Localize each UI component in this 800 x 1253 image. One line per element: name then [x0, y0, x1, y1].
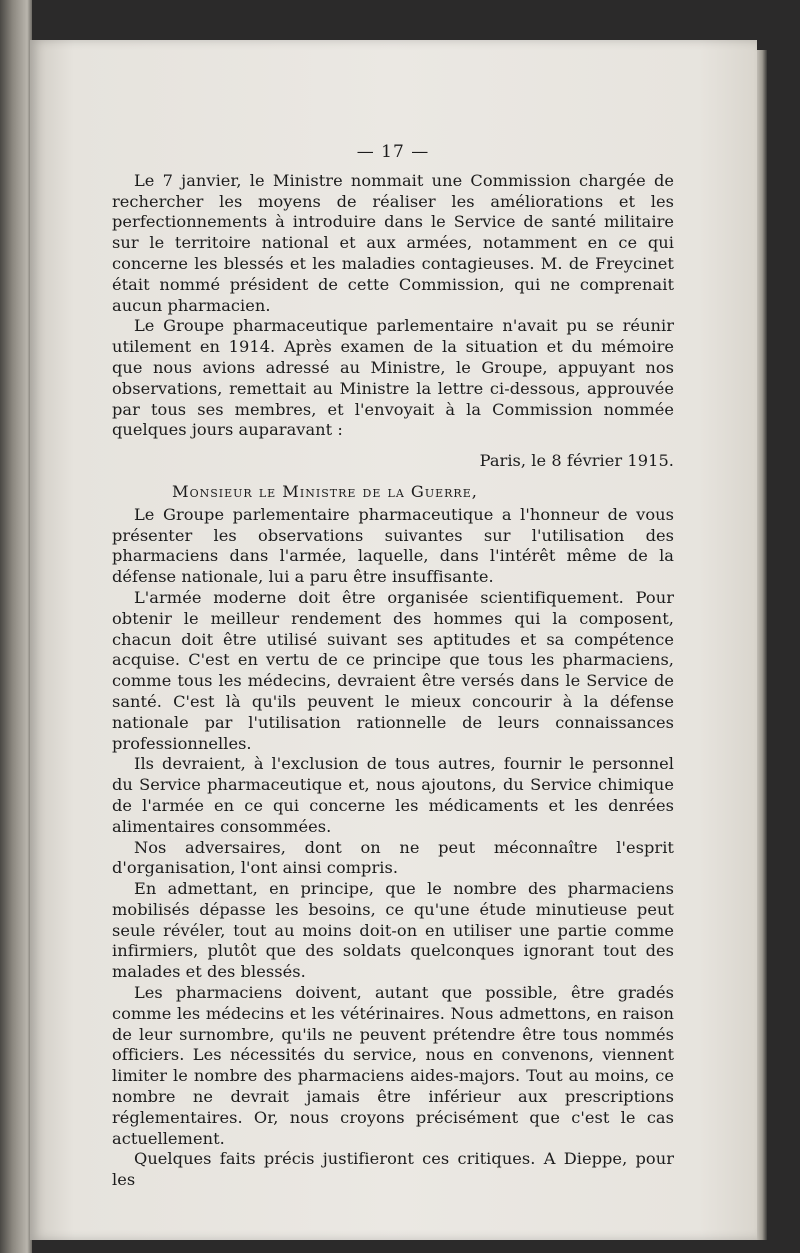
letter-paragraph-5: En admettant, en principe, que le nombre des pharmaciens mobilisés dépasse les besoins, ce qu'une étude minutieuse peut seule révéler, tout au moins doit-on en utiliser une partie comme infirmiers, plutôt que des soldats quelconques ignorant tout des malades et des blessés. — [112, 879, 674, 982]
page-text — [112, 142, 674, 1191]
letter-paragraph-4: Nos adversaires, dont on ne peut méconnaître l'esprit d'organisation, l'ont ainsi compris. — [112, 837, 674, 878]
letter-date: Paris, le 8 février 1915. — [479, 451, 674, 471]
letter-paragraph-1: Le Groupe parlementaire pharmaceutique a l'honneur de vous présenter les observations suivantes sur l'utilisation des pharmaciens dans l'armée, laquelle, dans l'intérêt même de la défense nationale, lui a paru être insuffisante. — [112, 504, 674, 587]
letter-paragraph-6: Les pharmaciens doivent, autant que possible, être gradés comme les médecins et les vétérinaires. Nous admettons, en raison de leur surnombre, qu'ils ne peuvent prétendre être tous nommés officiers. Les nécessités du service, nous en convenons, viennent limiter le nombre des pharmaciens aides-majors. Tout au moins, ce nombre ne devrait jamais être inférieur aux prescriptions réglementaires. Or, nous croyons précisément que c'est le cas actuellement. — [112, 983, 674, 1148]
letter-paragraph-3: Ils devraient, à l'exclusion de tous autres, fournir le personnel du Service pharmaceutique et, nous ajoutons, du Service chimique de l'armée en ce qui concerne les médicaments et les denrées alimentaires consommées. — [112, 754, 674, 836]
letter-paragraph-2: L'armée moderne doit être organisée scientifiquement. Pour obtenir le meilleur rendement des hommes qui la composent, chacun doit être utilisé suivant ses aptitudes et sa compétence acquise. C'est en vertu de ce principe que tous les pharmaciens, comme tous les médecins, devraient être versés dans le Service de santé. C'est là qu'ils peuvent le mieux concourir à la défense nationale par l'utilisation rationnelle de leurs connaissances professionnelles. — [112, 587, 674, 753]
letter-salutation: Monsieur le Ministre de la Guerre, — [172, 481, 478, 501]
facing-page-edge — [0, 0, 32, 1253]
letter-paragraph-7: Quelques faits précis justifieront ces critiques. A Dieppe, pour les — [112, 1149, 674, 1190]
paragraph-2: Le Groupe pharmaceutique parlementaire n'avait pu se réunir utilement en 1914. Après examen de la situation et du mémoire que nous avions adressé au Ministre, le Groupe, appuyant nos observations, remettait au Ministre la lettre ci-dessous, approuvée par tous ses membres, et l'envoyait à la Commission nommée quelques jours auparavant : — [112, 316, 674, 440]
page-number: — 17 — — [356, 142, 430, 162]
paragraph-1: Le 7 janvier, le Ministre nommait une Commission chargée de rechercher les moyens de réaliser les améliorations et les perfectionnements à introduire dans le Service de santé militaire sur le territoire national et aux armées, notamment en ce qui concerne les blessés et les maladies contagieuses. M. de Freycinet était nommé président de cette Commission, qui ne comprenait aucun pharmacien. — [112, 170, 674, 315]
